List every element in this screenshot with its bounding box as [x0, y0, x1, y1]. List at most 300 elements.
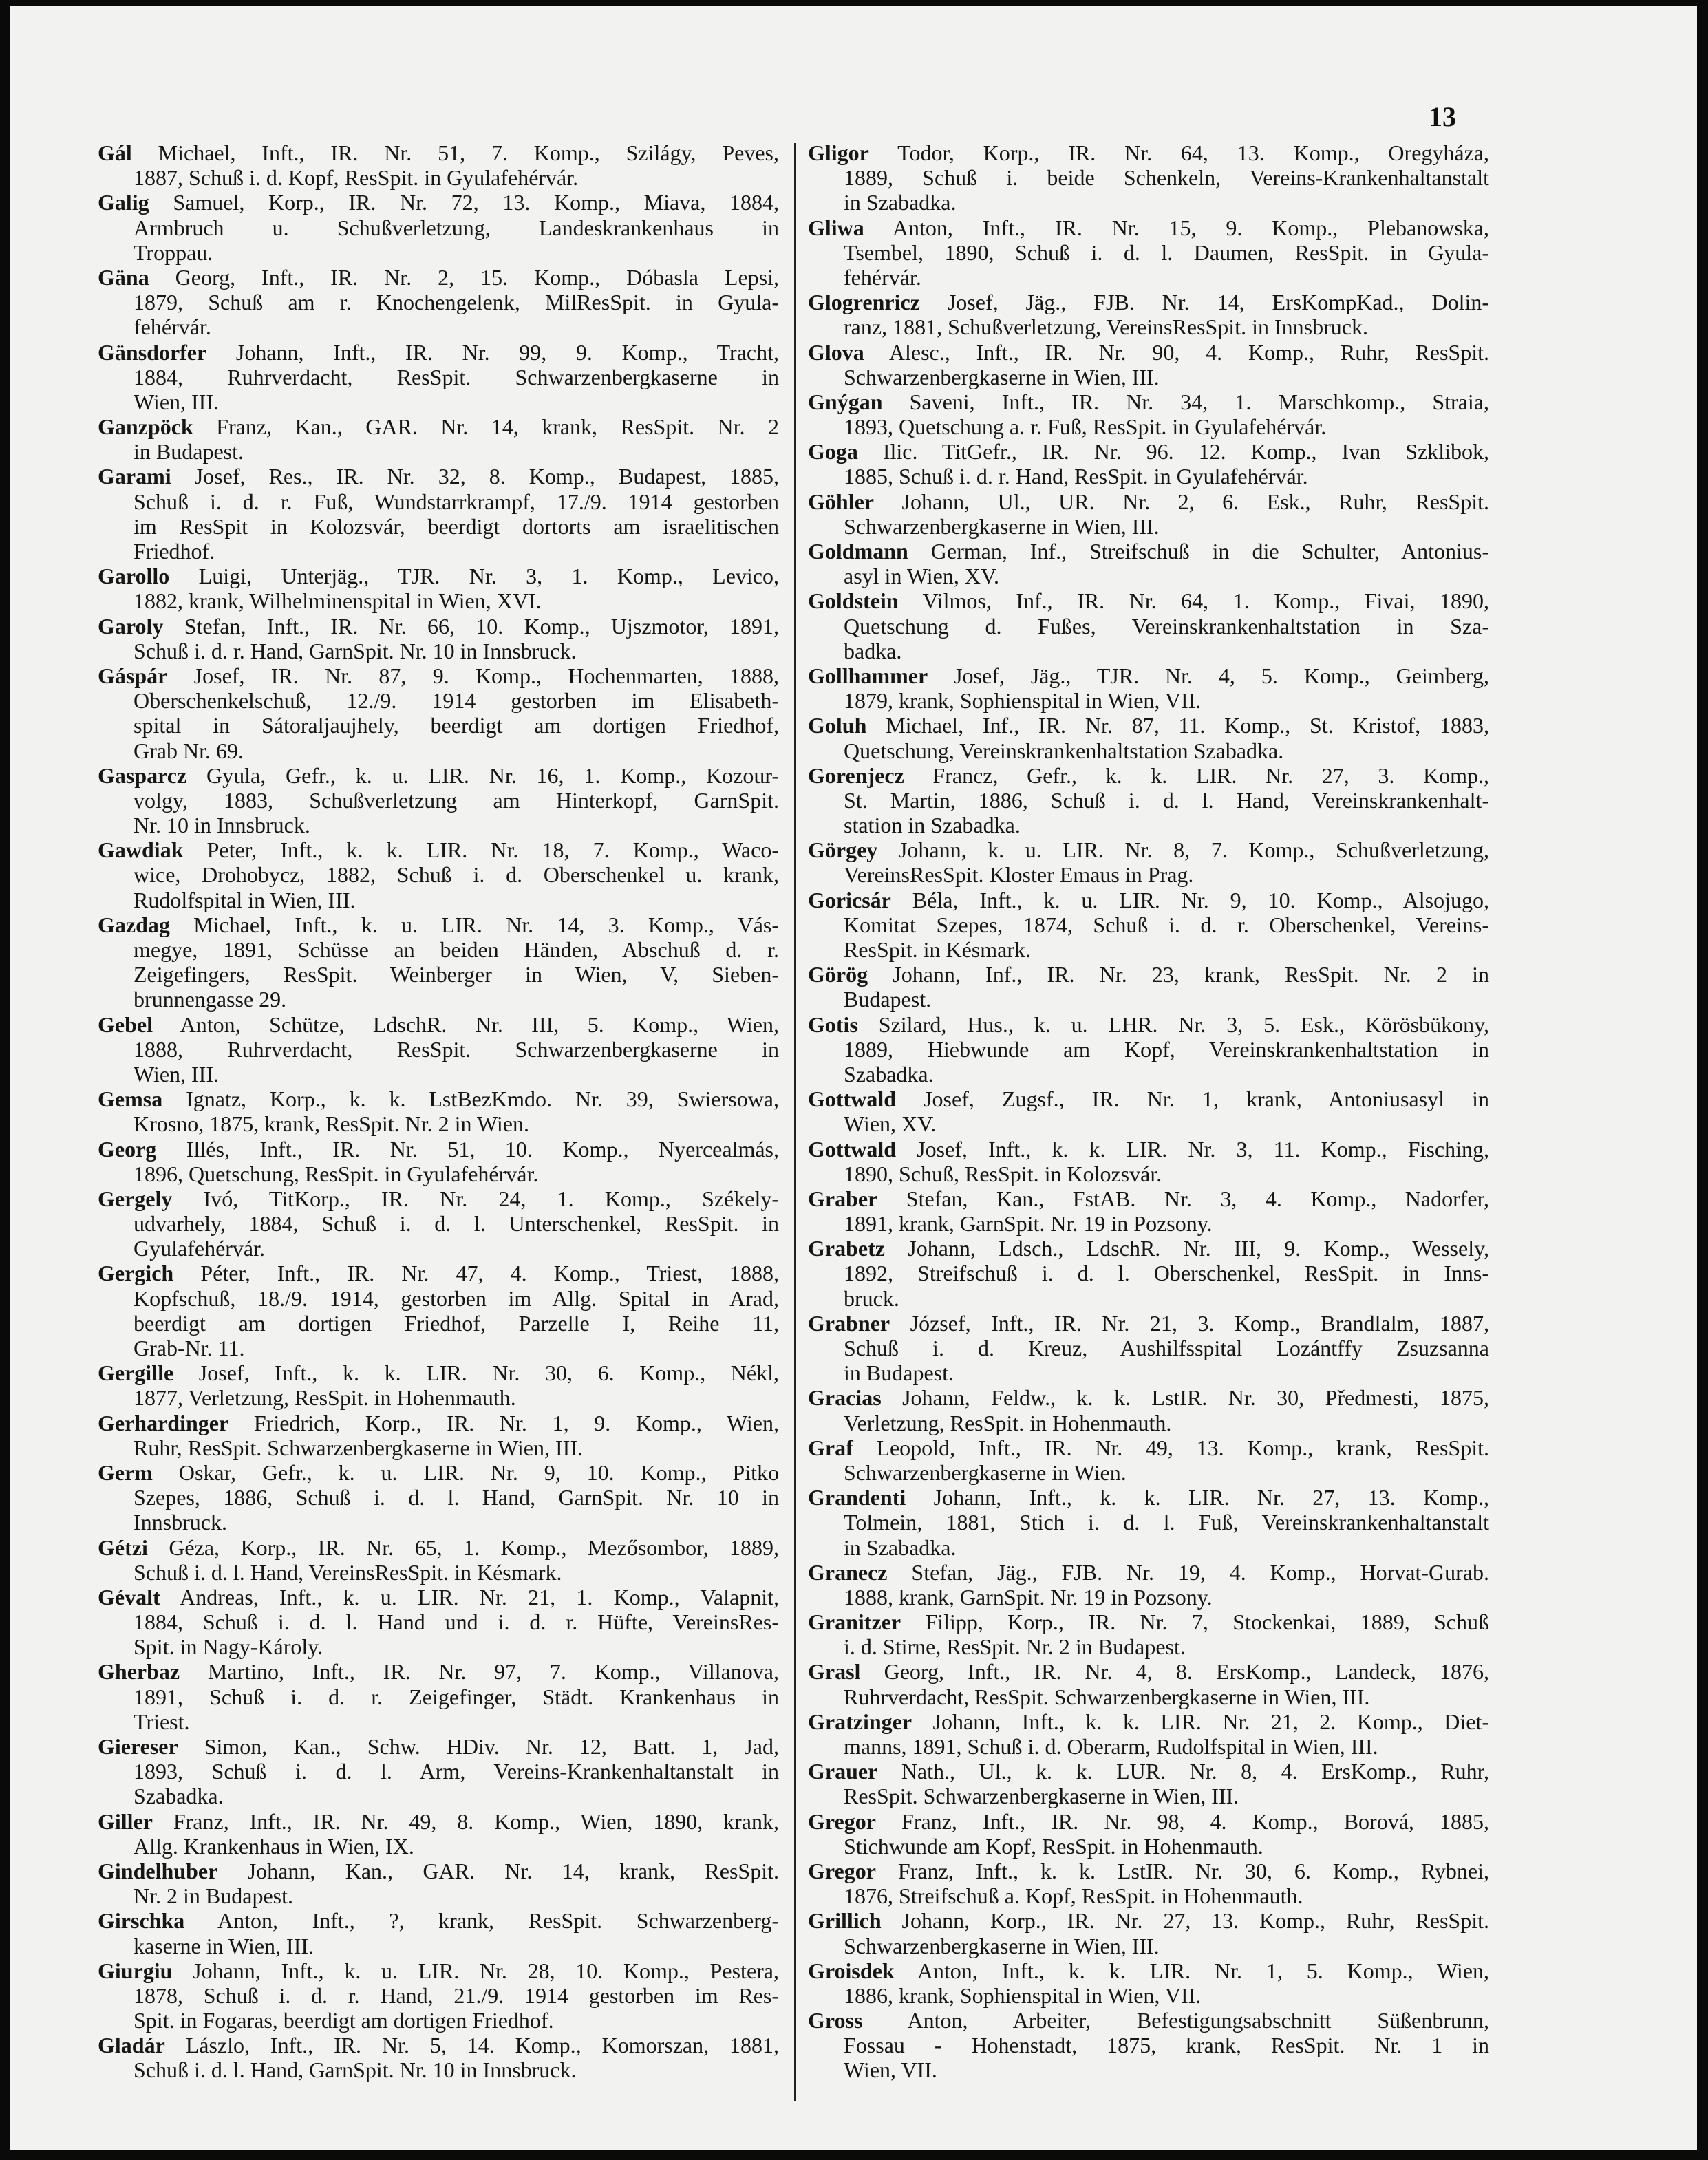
entry-text: Anton, Inft., IR. Nr. 15, 9. Komp., Plebanowska,	[892, 215, 1490, 240]
entry-text: Ignatz, Korp., k. k. LstBezKmdo. Nr. 39, Swiersowa,	[186, 1087, 780, 1112]
entry-line	[98, 1435, 779, 1460]
register-entry	[98, 140, 779, 190]
entry-line	[808, 738, 1489, 763]
entry-text: badka.	[844, 638, 902, 663]
entry-text: 1888, Ruhrverdacht, ResSpit. Schwarzenbergkaserne in	[134, 1036, 779, 1062]
entry-line	[808, 1062, 1489, 1087]
entry-text: Johann, Inft., k. k. LIR. Nr. 27, 13. Komp.,	[933, 1485, 1490, 1510]
register-entry	[808, 1012, 1489, 1087]
register-entry	[808, 215, 1489, 290]
entry-line	[98, 713, 779, 738]
entry-line	[808, 414, 1489, 439]
entry-text: Stefan, Kan., FstAB. Nr. 3, 4. Komp., Nadorfer,	[906, 1186, 1490, 1211]
entry-text: Josef, Jäg., TJR. Nr. 4, 5. Komp., Geimberg,	[954, 663, 1489, 688]
entry-text: Nath., Ul., k. k. LUR. Nr. 8, 4. ErsKomp., Ruhr,	[901, 1759, 1490, 1784]
entry-line	[98, 588, 779, 613]
register-entry	[808, 340, 1489, 389]
entry-text: Martino, Inft., IR. Nr. 97, 7. Komp., Villanova,	[207, 1659, 780, 1685]
entry-surname: Galig	[98, 190, 149, 215]
entry-surname: Graf	[808, 1435, 853, 1460]
entry-line	[808, 290, 1489, 314]
entry-text: Szepes, 1886, Schuß i. d. l. Hand, GarnSpit. Nr. 10 in	[134, 1485, 779, 1510]
entry-line	[808, 2008, 1489, 2033]
entry-text: megye, 1891, Schüsse an beiden Händen, Abschuß d. r.	[134, 937, 779, 962]
register-entry	[808, 1859, 1489, 1908]
register-entry	[808, 1485, 1489, 1560]
entry-line	[808, 1560, 1489, 1585]
entry-text: 1879, krank, Sophienspital in Wien, VII.	[844, 688, 1202, 714]
entry-line	[98, 389, 779, 414]
entry-text: Rudolfspital in Wien, III.	[134, 887, 356, 912]
entry-surname: Grauer	[808, 1759, 878, 1784]
entry-text: St. Martin, 1886, Schuß i. d. l. Hand, Vereinskrankenhalt-	[844, 787, 1489, 813]
register-entry	[808, 1137, 1489, 1186]
entry-surname: Giurgiu	[98, 1958, 173, 1983]
entry-line	[808, 639, 1489, 663]
entry-line	[808, 588, 1489, 613]
entry-line	[808, 1734, 1489, 1759]
entry-text: 1884, Schuß i. d. l. Hand und i. d. r. Hüfte, VereinsRes-	[134, 1610, 779, 1635]
entry-text: Alesc., Inft., IR. Nr. 90, 4. Komp., Ruhr, ResSpit.	[888, 339, 1490, 365]
entry-line	[98, 912, 779, 937]
entry-text: Anton, Inft., k. k. LIR. Nr. 1, 5. Komp., Wien,	[917, 1958, 1490, 1983]
entry-text: Quetschung, Vereinskrankenhaltstation Szabadka.	[844, 738, 1284, 763]
entry-line	[98, 763, 779, 788]
register-entry	[808, 2008, 1489, 2083]
entry-surname: Gregor	[808, 1808, 876, 1834]
entry-text: Gyulafehérvár.	[134, 1236, 266, 1261]
entry-line	[808, 1261, 1489, 1285]
entry-line	[98, 1111, 779, 1136]
entry-line	[98, 1983, 779, 2008]
entry-line	[808, 1934, 1489, 1958]
entry-text: Andreas, Inft., k. u. LIR. Nr. 21, 1. Komp., Valapnit,	[180, 1584, 780, 1610]
entry-line	[98, 1659, 779, 1684]
entry-line	[808, 663, 1489, 688]
entry-text: Schuß i. d. r. Fuß, Wundstarrkrampf, 17./9. 1914 gestorben	[134, 489, 779, 514]
entry-line	[98, 1211, 779, 1236]
entry-line	[98, 1585, 779, 1610]
register-entry	[808, 962, 1489, 1012]
entry-surname: Gévalt	[98, 1584, 160, 1610]
register-entry	[808, 888, 1489, 963]
entry-line	[98, 2033, 779, 2057]
entry-line	[98, 1958, 779, 1983]
entry-line	[98, 1510, 779, 1535]
entry-surname: Gemsa	[98, 1087, 163, 1112]
entry-surname: Glogrenricz	[808, 290, 920, 315]
entry-surname: Gherbaz	[98, 1659, 180, 1685]
entry-line	[808, 190, 1489, 215]
entry-line	[98, 265, 779, 290]
register-entry	[98, 190, 779, 265]
entry-line	[98, 165, 779, 190]
entry-text: Stefan, Jäg., FJB. Nr. 19, 4. Komp., Horvat-Gurab.	[911, 1559, 1490, 1585]
entry-line	[98, 464, 779, 489]
entry-text: Franz, Inft., k. k. LstIR. Nr. 30, 6. Komp., Rybnei,	[897, 1858, 1490, 1883]
entry-text: Oberschenkelschuß, 12./9. 1914 gestorben im Elisabeth-	[134, 688, 779, 714]
entry-text: Johann, Inft., k. k. LIR. Nr. 21, 2. Komp., Diet-	[932, 1709, 1490, 1734]
entry-text: Géza, Korp., IR. Nr. 65, 1. Komp., Mezősombor, 1889,	[169, 1535, 780, 1560]
entry-surname: Gotis	[808, 1012, 858, 1037]
entry-line	[98, 1883, 779, 1908]
register-entry	[808, 1958, 1489, 2008]
register-entry	[98, 663, 779, 763]
register-entry	[98, 1186, 779, 1261]
entry-line	[808, 614, 1489, 639]
entry-line	[808, 1634, 1489, 1659]
entry-line	[808, 912, 1489, 937]
entry-surname: Gorenjecz	[808, 762, 904, 788]
entry-text: 1891, Schuß i. d. r. Zeigefinger, Städt. Krankenhaus in	[134, 1684, 779, 1709]
entry-text: Schuß i. d. l. Hand, VereinsResSpit. in Késmark.	[134, 1559, 562, 1585]
entry-line	[98, 688, 779, 713]
entry-text: Allg. Krankenhaus in Wien, IX.	[134, 1833, 414, 1859]
register-entry	[808, 588, 1489, 663]
register-entry	[808, 837, 1489, 887]
entry-line	[808, 1485, 1489, 1510]
entry-text: Wien, III.	[134, 1061, 219, 1087]
entry-surname: Grabetz	[808, 1236, 885, 1261]
entry-line	[98, 1311, 779, 1336]
entry-surname: Gerhardinger	[98, 1410, 229, 1435]
entry-text: Michael, Inft., IR. Nr. 51, 7. Komp., Szilágy, Peves,	[158, 140, 780, 165]
entry-surname: Garoly	[98, 613, 164, 639]
register-entry	[98, 1137, 779, 1186]
entry-line	[808, 1236, 1489, 1261]
entry-text: 1878, Schuß i. d. r. Hand, 21./9. 1914 gestorben im Res-	[134, 1982, 779, 2008]
entry-surname: Garami	[98, 464, 171, 489]
entry-line	[808, 1510, 1489, 1535]
entry-text: Johann, Korp., IR. Nr. 27, 13. Komp., Ruhr, ResSpit.	[901, 1908, 1490, 1934]
register-entry	[808, 1385, 1489, 1435]
entry-text: ResSpit. in Késmark.	[844, 937, 1031, 962]
register-entry	[808, 489, 1489, 539]
entry-text: Johann, Kan., GAR. Nr. 14, krank, ResSpit.	[247, 1858, 780, 1883]
entry-line	[808, 514, 1489, 539]
entry-line	[808, 813, 1489, 837]
entry-line	[98, 1934, 779, 1958]
register-entry	[808, 140, 1489, 215]
entry-text: Vilmos, Inf., IR. Nr. 64, 1. Komp., Fivai, 1890,	[922, 588, 1490, 614]
entry-surname: Goluh	[808, 713, 867, 738]
entry-text: Josef, Zugsf., IR. Nr. 1, krank, Antoniusasyl in	[924, 1087, 1490, 1112]
entry-text: Samuel, Korp., IR. Nr. 72, 13. Komp., Miava, 1884,	[173, 190, 780, 215]
entry-surname: Gollhammer	[808, 663, 928, 688]
entry-line	[808, 2057, 1489, 2082]
entry-text: Johann, k. u. LIR. Nr. 8, 7. Komp., Schußverletzung,	[898, 837, 1490, 863]
register-entry	[808, 290, 1489, 339]
entry-text: kaserne in Wien, III.	[134, 1933, 314, 1958]
register-entry	[98, 1087, 779, 1136]
entry-surname: Goldmann	[808, 539, 908, 564]
entry-line	[808, 240, 1489, 265]
entry-line	[98, 1460, 779, 1485]
entry-text: im ResSpit in Kolozsvár, beerdigt dortorts am israelitischen	[134, 513, 779, 539]
entry-line	[808, 962, 1489, 987]
entry-text: Franz, Inft., IR. Nr. 98, 4. Komp., Borová, 1885,	[901, 1808, 1490, 1834]
entry-text: József, Inft., IR. Nr. 21, 3. Komp., Brandlalm, 1887,	[910, 1310, 1490, 1336]
entry-line	[98, 1012, 779, 1037]
entry-text: Josef, Inft., k. k. LIR. Nr. 30, 6. Komp., Nékl,	[198, 1360, 780, 1386]
entry-line	[808, 1759, 1489, 1784]
register-entry	[98, 265, 779, 340]
entry-text: Johann, Inft., k. u. LIR. Nr. 28, 10. Komp., Pestera,	[193, 1958, 779, 1983]
entry-text: Leopold, Inft., IR. Nr. 49, 13. Komp., krank, ResSpit.	[876, 1435, 1490, 1460]
entry-text: wice, Drohobycz, 1882, Schuß i. d. Oberschenkel u. krank,	[134, 862, 779, 888]
entry-text: 1885, Schuß i. d. r. Hand, ResSpit. in Gyulafehérvár.	[844, 464, 1308, 489]
entry-surname: Gross	[808, 2008, 863, 2033]
entry-text: Schwarzenbergkaserne in Wien, III.	[844, 364, 1160, 389]
entry-surname: Gergich	[98, 1261, 174, 1286]
entry-text: Tolmein, 1881, Stich i. d. l. Fuß, Vereinskrankenhaltanstalt	[844, 1510, 1489, 1535]
entry-text: Quetschung d. Fußes, Vereinskrankenhaltstation in Sza-	[844, 613, 1489, 639]
entry-text: Zeigefingers, ResSpit. Weinberger in Wien, V, Sieben-	[134, 962, 779, 987]
entry-line	[98, 614, 779, 639]
entry-line	[98, 314, 779, 339]
register-entry	[98, 1012, 779, 1087]
entry-text: Schwarzenbergkaserne in Wien, III.	[844, 1933, 1160, 1958]
entry-line	[98, 987, 779, 1012]
entry-surname: Gergille	[98, 1360, 174, 1386]
entry-line	[98, 788, 779, 813]
entry-text: 1879, Schuß am r. Knochengelenk, MilResSpit. in Gyula-	[134, 290, 779, 315]
entry-text: Fossau - Hohenstadt, 1875, krank, ResSpit. Nr. 1 in	[844, 2033, 1489, 2058]
entry-line	[808, 1311, 1489, 1336]
entry-line	[808, 1162, 1489, 1186]
entry-text: 1893, Schuß i. d. l. Arm, Vereins-Krankenhaltanstalt in	[134, 1759, 779, 1784]
entry-text: Schuß i. d. r. Hand, GarnSpit. Nr. 10 in Innsbruck.	[134, 638, 577, 663]
entry-text: Spit. in Fogaras, beerdigt am dortigen Friedhof.	[134, 2008, 554, 2033]
entry-surname: Gindelhuber	[98, 1858, 218, 1883]
entry-line	[808, 489, 1489, 514]
register-entry	[98, 614, 779, 663]
entry-text: Stichwunde am Kopf, ResSpit. in Hohenmauth.	[844, 1833, 1263, 1859]
entry-line	[98, 564, 779, 588]
entry-surname: Giereser	[98, 1734, 178, 1759]
register-entry	[98, 1261, 779, 1360]
entry-line	[98, 489, 779, 514]
entry-surname: Görög	[808, 962, 868, 987]
entry-line	[808, 165, 1489, 190]
entry-text: 1886, krank, Sophienspital in Wien, VII.	[844, 1982, 1202, 2008]
entry-line	[808, 464, 1489, 489]
entry-line	[808, 713, 1489, 738]
entry-line	[808, 1983, 1489, 2008]
entry-line	[808, 1834, 1489, 1859]
entry-line	[98, 862, 779, 887]
entry-surname: Gliwa	[808, 215, 864, 240]
entry-surname: Granecz	[808, 1559, 888, 1585]
entry-text: Josef, Jäg., FJB. Nr. 14, ErsKompKad., Dolin-	[947, 290, 1489, 315]
entry-line	[98, 1336, 779, 1360]
entry-text: Michael, Inft., k. u. LIR. Nr. 14, 3. Komp., Vás-	[193, 912, 780, 937]
entry-line	[98, 1535, 779, 1560]
register-entry	[808, 1610, 1489, 1659]
register-entry	[808, 663, 1489, 713]
entry-text: i. d. Stirne, ResSpit. Nr. 2 in Budapest.	[844, 1634, 1186, 1660]
entry-surname: Gergely	[98, 1186, 173, 1211]
entry-line	[98, 888, 779, 912]
entry-text: 1891, krank, GarnSpit. Nr. 19 in Pozsony.	[844, 1211, 1213, 1237]
entry-text: Armbruch u. Schußverletzung, Landeskrankenhaus in	[134, 215, 779, 240]
entry-line	[98, 439, 779, 464]
register-entry	[98, 1411, 779, 1460]
entry-line	[98, 190, 779, 215]
entry-surname: Gebel	[98, 1012, 153, 1037]
entry-surname: Gazdag	[98, 912, 170, 937]
register-entry	[808, 439, 1489, 489]
register-entry	[808, 1759, 1489, 1808]
entry-line	[808, 1859, 1489, 1883]
entry-line	[98, 414, 779, 439]
entry-line	[808, 140, 1489, 165]
entry-text: Béla, Inft., k. u. LIR. Nr. 9, 10. Komp., Alsojugo,	[912, 887, 1490, 912]
entry-line	[98, 1236, 779, 1261]
entry-text: fehérvár.	[844, 264, 921, 290]
entry-surname: Grillich	[808, 1908, 882, 1934]
entry-line	[98, 1560, 779, 1585]
entry-text: Schuß i. d. l. Hand, GarnSpit. Nr. 10 in Innsbruck.	[134, 2057, 577, 2083]
entry-text: in Budapest.	[844, 1360, 954, 1386]
entry-line	[98, 1610, 779, 1634]
register-entry	[808, 1659, 1489, 1709]
entry-surname: Granitzer	[808, 1610, 901, 1635]
entry-line	[98, 2057, 779, 2082]
entry-text: Komitat Szepes, 1874, Schuß i. d. r. Oberschenkel, Vereins-	[844, 912, 1489, 937]
entry-text: Johann, Inft., IR. Nr. 99, 9. Komp., Tracht,	[235, 339, 780, 365]
register-entry	[808, 1435, 1489, 1485]
entry-line	[98, 1634, 779, 1659]
entry-text: 1887, Schuß i. d. Kopf, ResSpit. in Gyulafehérvár.	[134, 165, 579, 191]
entry-surname: Gäna	[98, 264, 149, 290]
entry-line	[98, 290, 779, 314]
entry-text: station in Szabadka.	[844, 813, 1021, 838]
entry-line	[98, 1062, 779, 1087]
entry-text: in Budapest.	[134, 439, 244, 464]
entry-text: in Szabadka.	[844, 1535, 957, 1560]
register-entry	[98, 1958, 779, 2033]
entry-line	[98, 738, 779, 763]
entry-line	[808, 1211, 1489, 1236]
register-entry	[808, 539, 1489, 588]
entry-line	[808, 1585, 1489, 1610]
entry-text: Ruhr, ResSpit. Schwarzenbergkaserne in Wien, III.	[134, 1435, 583, 1460]
entry-line	[808, 1037, 1489, 1062]
register-entry	[98, 763, 779, 838]
entry-line	[808, 1659, 1489, 1684]
entry-text: Wien, XV.	[844, 1111, 937, 1137]
register-entry	[98, 1659, 779, 1734]
entry-text: Spit. in Nagy-Károly.	[134, 1634, 323, 1660]
entry-line	[98, 1859, 779, 1883]
entry-surname: Graber	[808, 1186, 878, 1211]
entry-line	[808, 365, 1489, 389]
entry-line	[98, 215, 779, 240]
entry-line	[808, 1111, 1489, 1136]
entry-surname: Göhler	[808, 489, 874, 514]
entry-line	[808, 265, 1489, 290]
register-entry	[98, 564, 779, 613]
entry-surname: Groisdek	[808, 1958, 895, 1983]
entry-line	[808, 1685, 1489, 1709]
entry-line	[98, 1385, 779, 1410]
entry-line	[808, 937, 1489, 962]
entry-text: Francz, Gefr., k. k. LIR. Nr. 27, 3. Komp.,	[932, 762, 1490, 788]
entry-text: ranz, 1881, Schußverletzung, VereinsResSpit. in Innsbruck.	[844, 314, 1368, 340]
entry-text: Kopfschuß, 18./9. 1914, gestorben im Allg. Spital in Arad,	[134, 1285, 779, 1311]
entry-text: fehérvár.	[134, 314, 211, 340]
entry-line	[808, 763, 1489, 788]
entry-text: Josef, Inft., k. k. LIR. Nr. 3, 11. Komp., Fisching,	[917, 1136, 1490, 1162]
entry-surname: Gasparcz	[98, 762, 187, 788]
entry-line	[808, 1883, 1489, 1908]
entry-text: Nr. 10 in Innsbruck.	[134, 813, 310, 838]
entry-text: Nr. 2 in Budapest.	[134, 1883, 293, 1909]
register-entry	[98, 2033, 779, 2082]
entry-text: Innsbruck.	[134, 1510, 227, 1535]
entry-line	[98, 837, 779, 862]
entry-line	[808, 340, 1489, 365]
entry-surname: Gnýgan	[808, 389, 883, 414]
entry-text: Szabadka.	[134, 1784, 224, 1809]
entry-surname: Giller	[98, 1808, 153, 1834]
entry-text: Schuß i. d. Kreuz, Aushilfsspital Lozántffy Zsuzsanna	[844, 1336, 1489, 1360]
entry-line	[808, 564, 1489, 588]
right-column	[808, 140, 1489, 2083]
entry-line	[808, 837, 1489, 862]
entry-text: Johann, Ldsch., LdschR. Nr. III, 9. Komp., Wessely,	[908, 1236, 1490, 1261]
entry-text: manns, 1891, Schuß i. d. Oberarm, Rudolfspital in Wien, III.	[844, 1734, 1378, 1759]
entry-text: Filipp, Korp., IR. Nr. 7, Stockenkai, 1889, Schuß	[925, 1610, 1490, 1635]
left-column	[98, 140, 779, 2083]
register-entry	[808, 389, 1489, 439]
entry-text: Saveni, Inft., IR. Nr. 34, 1. Marschkomp., Straia,	[909, 389, 1490, 414]
register-entry	[98, 912, 779, 1012]
page-number: 13	[1429, 101, 1456, 132]
entry-line	[98, 1908, 779, 1933]
entry-text: Péter, Inft., IR. Nr. 47, 4. Komp., Triest, 1888,	[200, 1261, 780, 1286]
register-entry	[808, 1560, 1489, 1610]
entry-line	[808, 1385, 1489, 1410]
entry-surname: Gligor	[808, 140, 869, 165]
entry-surname: Gottwald	[808, 1136, 896, 1162]
entry-text: 1888, krank, GarnSpit. Nr. 19 in Pozsony.	[844, 1584, 1213, 1610]
entry-line	[808, 688, 1489, 713]
entry-surname: Grabner	[808, 1310, 890, 1336]
entry-text: 1876, Streifschuß a. Kopf, ResSpit. in Hohenmauth.	[844, 1883, 1303, 1909]
entry-surname: Gottwald	[808, 1087, 896, 1112]
entry-line	[808, 1610, 1489, 1634]
entry-line	[98, 1411, 779, 1435]
entry-text: Schwarzenbergkaserne in Wien.	[844, 1459, 1127, 1485]
register-entry	[98, 1585, 779, 1660]
entry-line	[808, 1709, 1489, 1734]
entry-line	[808, 987, 1489, 1012]
entry-surname: Gänsdorfer	[98, 339, 207, 365]
entry-line	[808, 1460, 1489, 1485]
entry-surname: Görgey	[808, 837, 878, 863]
entry-text: Stefan, Inft., IR. Nr. 66, 10. Komp., Ujszmotor, 1891,	[184, 613, 780, 639]
entry-surname: Gregor	[808, 1858, 876, 1883]
entry-text: Franz, Kan., GAR. Nr. 14, krank, ResSpit. Nr. 2	[216, 414, 780, 440]
entry-line	[808, 1012, 1489, 1037]
entry-text: Johann, Ul., UR. Nr. 2, 6. Esk., Ruhr, ResSpit.	[901, 489, 1490, 514]
register-entry	[808, 1186, 1489, 1236]
entry-line	[98, 1784, 779, 1808]
entry-text: Szabadka.	[844, 1061, 934, 1087]
entry-line	[808, 215, 1489, 240]
